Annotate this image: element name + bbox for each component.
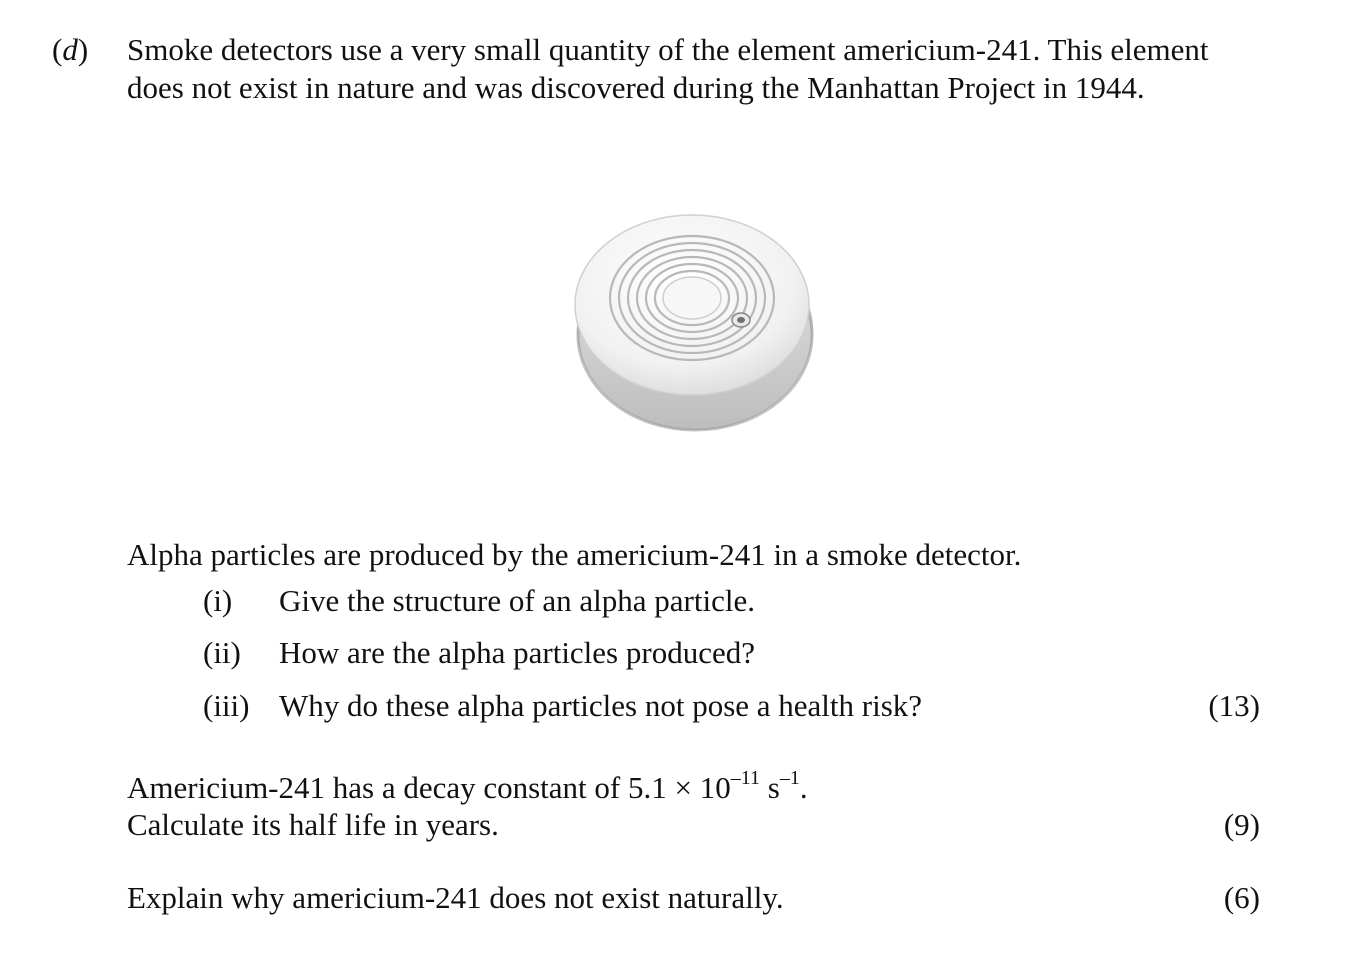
- intro-line-2: does not exist in nature and was discovered during the Manhattan Project in 1944.: [127, 70, 1145, 105]
- subpart-3-number: (iii): [203, 688, 250, 723]
- part-label: (d): [52, 32, 89, 67]
- half-life-line: Calculate its half life in years.: [127, 807, 499, 842]
- marks-explain: (6): [1223, 880, 1260, 915]
- subpart-3-text: Why do these alpha particles not pose a health risk?: [279, 688, 923, 723]
- subpart-1-number: (i): [203, 583, 233, 618]
- decay-constant-line: Americium-241 has a decay constant of $5.1 \times 10^{-11}$ $s^{-1}$.: [127, 767, 808, 805]
- smoke-detector-icon: [560, 200, 830, 450]
- marks-alpha: (13): [1208, 688, 1260, 723]
- intro-line-1: Smoke detectors use a very small quantity of the element americium-241. This element: [127, 32, 1209, 67]
- marks-half-life: (9): [1223, 807, 1260, 842]
- subpart-1-text: Give the structure of an alpha particle.: [279, 583, 755, 618]
- subpart-2-text: How are the alpha particles produced?: [279, 635, 755, 670]
- explain-line: Explain why americium-241 does not exist naturally.: [127, 880, 784, 915]
- subpart-2-number: (ii): [203, 635, 241, 670]
- alpha-intro: Alpha particles are produced by the americium-241 in a smoke detector.: [127, 537, 1022, 572]
